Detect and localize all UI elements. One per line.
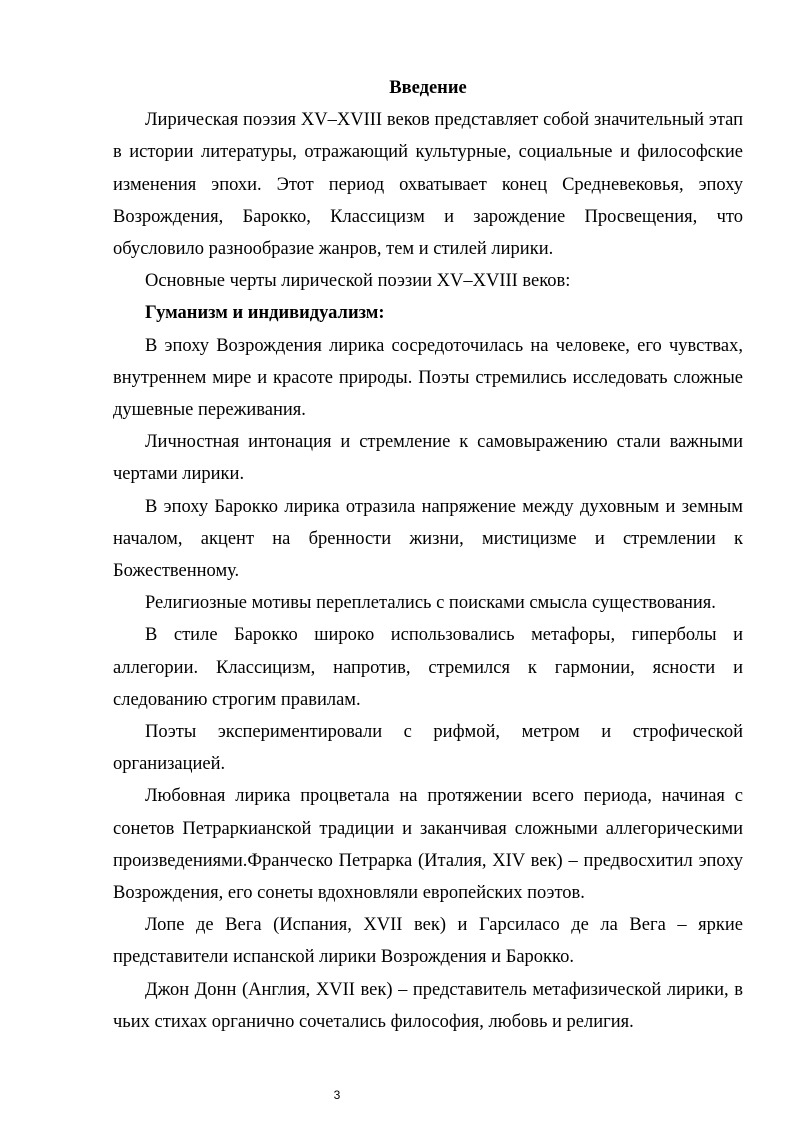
page-title: Введение	[389, 78, 467, 98]
paragraph-john-donne: Джон Донн (Англия, XVII век) – представитель метафизической лирики, в чьих стихах органично сочетались философия, любовь и религия.	[113, 979, 743, 1032]
paragraph-intro: Лирическая поэзия XV–XVIII веков представляет собой значительный этап в истории литературы, отражающий культурные, социальные и философские изменения эпохи. Этот период охватывает конец Средневековья, эпоху Возрождения, Барокко, Классицизм и зарождение Просвещения, что обусловило разнообразие жанров, тем и стилей лирики.	[113, 110, 743, 260]
paragraph-baroque-style: В стиле Барокко широко использовались метафоры, гиперболы и аллегории. Классицизм, напротив, стремился к гармонии, ясности и следованию строгим правилам.	[113, 625, 743, 710]
paragraph-renaissance: В эпоху Возрождения лирика сосредоточилась на человеке, его чувствах, внутреннем мире и красоте природы. Поэты стремились исследовать сложные душевные переживания.	[113, 335, 743, 421]
paragraph-love-lyrics: Любовная лирика процветала на протяжении всего периода, начиная с сонетов Петраркианской традиции и заканчивая сложными аллегорическими произведениями.Франческо Петрарка (Италия, XIV век) – предвосхитил эпоху Возрождения, его сонеты вдохновляли европейских поэтов.	[113, 786, 743, 904]
paragraph-religious-motifs: Религиозные мотивы переплетались с поисками смысла существования.	[145, 593, 716, 614]
paragraph-experiments: Поэты экспериментировали с рифмой, метром и строфической организацией.	[113, 722, 743, 775]
section-heading-humanism: Гуманизм и индивидуализм:	[145, 303, 385, 324]
paragraph-baroque: В эпоху Барокко лирика отразила напряжение между духовным и земным началом, акцент на бренности жизни, мистицизме и стремлении к Божественному.	[113, 496, 743, 582]
paragraph-personal-intonation: Личностная интонация и стремление к самовыражению стали важными чертами лирики.	[113, 432, 743, 485]
document-body	[113, 72, 743, 1038]
page-number: 3	[333, 1088, 341, 1102]
paragraph-main-features: Основные черты лирической поэзии XV–XVIII веков:	[145, 271, 571, 292]
paragraph-lope-de-vega: Лопе де Вега (Испания, XVII век) и Гарсиласо де ла Вега – яркие представители испанской лирики Возрождения и Барокко.	[113, 915, 743, 968]
